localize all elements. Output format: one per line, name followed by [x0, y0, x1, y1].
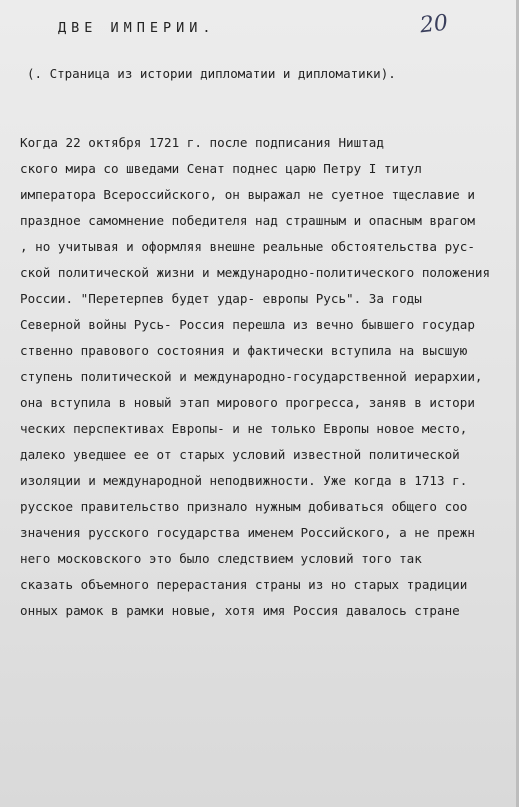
text-line: далеко уведшее ее от старых условий известной политической [20, 447, 460, 462]
document-subtitle: (. Страница из истории дипломатии и дипломатики). [27, 66, 396, 81]
text-line: императора Всероссийского, он выражал не суетное тщеславие и [20, 187, 475, 202]
text-line: ственно правового состояния и фактически вступила на высшую [20, 343, 468, 358]
text-line: ской политической жизни и международно-политического положения [20, 265, 491, 280]
document-body [20, 130, 500, 624]
text-line: Северной войны Русь- Россия перешла из вечно бывшего государ [20, 317, 475, 332]
text-line: праздное самомнение победителя над страшным и опасным врагом [20, 213, 475, 228]
text-line: , но учитывая и оформляя внешне реальные обстоятельства рус- [20, 239, 475, 254]
text-line: сказать объемного перерастания страны из но старых традиции [20, 577, 468, 592]
text-line: него московского это было следствием условий того так [20, 551, 422, 566]
handwritten-page-number: 20 [418, 10, 450, 39]
text-line: Когда 22 октября 1721 г. после подписания Ништад [20, 135, 384, 150]
text-line: России. "Перетерпев будет удар- европы Русь". За годы [20, 291, 422, 306]
text-line: онных рамок в рамки новые, хотя имя Россия давалось стране [20, 603, 460, 618]
text-line: русское правительство признало нужным добиваться общего соо [20, 499, 468, 514]
text-line: ческих перспективах Европы- и не только Европы новое место, [20, 421, 468, 436]
document-title: ДВЕ ИМПЕРИИ. [58, 20, 216, 36]
text-line: значения русского государства именем Российского, а не прежн [20, 525, 475, 540]
text-line: она вступила в новый этап мирового прогресса, заняв в истори [20, 395, 475, 410]
text-line: ского мира со шведами Сенат поднес царю Петру I титул [20, 161, 422, 176]
text-line: ступень политической и международно-государственной иерархии, [20, 369, 483, 384]
text-line: изоляции и международной неподвижности. Уже когда в 1713 г. [20, 473, 468, 488]
